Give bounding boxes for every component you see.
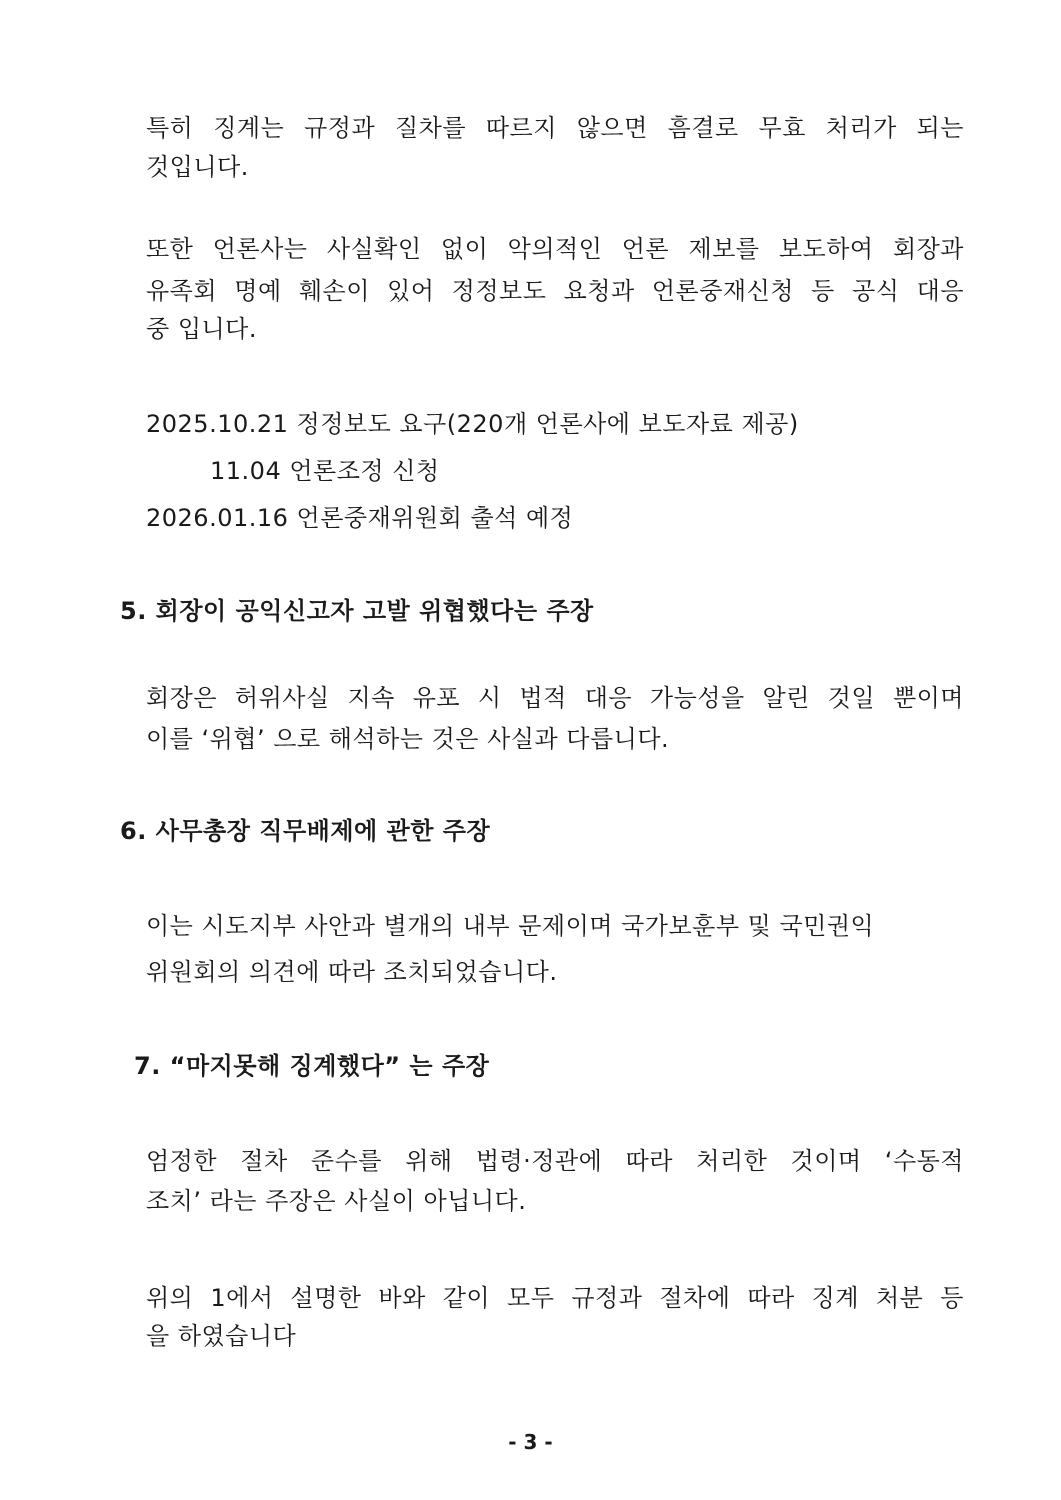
section-heading-6: 6. 사무총장 직무배제에 관한 주장 <box>120 817 491 845</box>
section-7-line: 을 하였습니다 <box>146 1322 297 1350</box>
section-5-line: 회장은 허위사실 지속 유포 시 법적 대응 가능성을 알린 것일 뿐이며 <box>146 684 964 712</box>
page-number: - 3 - <box>508 1430 553 1454</box>
paragraph-line: 유족회 명예 훼손이 있어 정정보도 요청과 언론중재신청 등 공식 대응 <box>146 277 964 305</box>
timeline-item: 2025.10.21 정정보도 요구(220개 언론사에 보도자료 제공) <box>146 410 799 438</box>
paragraph-line: 중 입니다. <box>146 315 257 343</box>
section-7-line: 조치’ 라는 주장은 사실이 아닙니다. <box>146 1187 527 1215</box>
paragraph-line: 것입니다. <box>146 153 249 181</box>
section-6-line: 이는 시도지부 사안과 별개의 내부 문제이며 국가보훈부 및 국민권익 <box>146 912 875 940</box>
timeline-item: 11.04 언론조정 신청 <box>210 457 440 485</box>
paragraph-line: 특히 징계는 규정과 질차를 따르지 않으면 흠결로 무효 처리가 되는 <box>146 114 964 142</box>
timeline-item: 2026.01.16 언론중재위원회 출석 예정 <box>146 504 574 532</box>
section-7-line: 엄정한 절차 준수를 위해 법령·정관에 따라 처리한 것이며 ‘수동적 <box>146 1147 964 1175</box>
paragraph-line: 또한 언론사는 사실확인 없이 악의적인 언론 제보를 보도하여 회장과 <box>146 235 964 263</box>
section-heading-5: 5. 회장이 공익신고자 고발 위협했다는 주장 <box>120 597 594 625</box>
section-6-line: 위원회의 의견에 따라 조치되었습니다. <box>146 958 558 986</box>
section-7-line: 위의 1에서 설명한 바와 같이 모두 규정과 절차에 따라 징계 처분 등 <box>146 1284 964 1312</box>
section-5-line: 이를 ‘위협’ 으로 해석하는 것은 사실과 다릅니다. <box>146 725 670 753</box>
section-heading-7: 7. “마지못해 징계했다” 는 주장 <box>134 1052 490 1080</box>
